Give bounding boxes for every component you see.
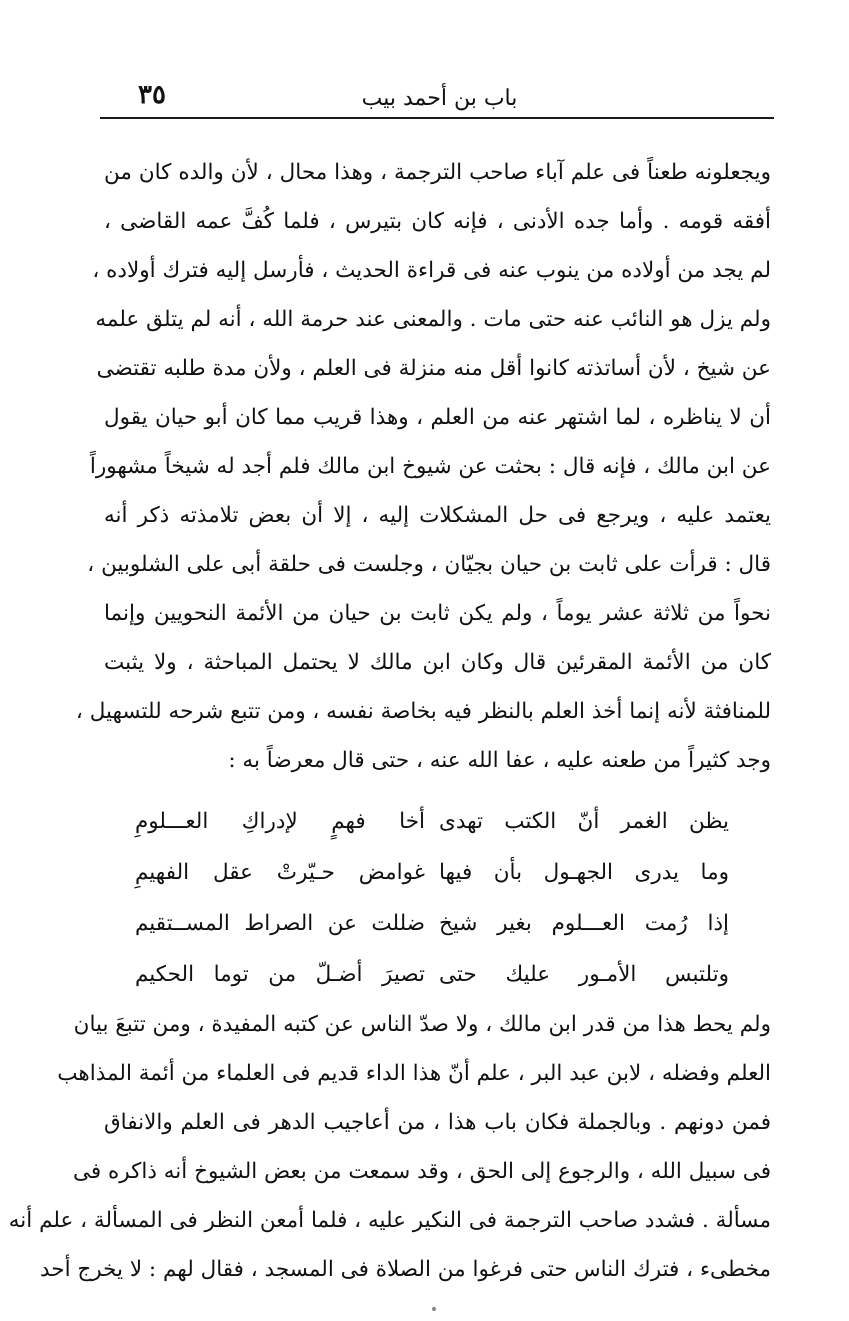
text-line: عن ابن مالك ، فإنه قال : بحثت عن شيوخ ابن مالك فلم أجد له شيخاً مشهوراً xyxy=(89,454,771,479)
text-line: للمنافثة لأنه إنما أخذ العلم بالنظر فيه بخاصة نفسه ، ومن تتبع شرحه للتسهيل ، xyxy=(75,699,771,724)
text-line: لم يجد من أولاده من ينوب عنه فى قراءة الحديث ، فأرسل إليه فترك أولاده ، xyxy=(92,258,771,283)
text-line: أن لا يناظره ، لما اشتهر عنه من العلم ، وهذا قريب مما كان أبو حيان يقول xyxy=(104,405,771,430)
running-title: باب بن أحمد بيب xyxy=(361,86,518,111)
verse-line xyxy=(135,796,729,847)
poem-verses xyxy=(135,796,729,1000)
verse-line xyxy=(135,949,729,1000)
text-line: مسألة . فشدد صاحب الترجمة فى النكير عليه ، فلما أمعن النظر فى المسألة ، علم أنه xyxy=(8,1208,771,1233)
text-line: عن شيخ ، لأن أساتذته كانوا أقل منه منزلة فى العلم ، ولأن مدة طلبه تقتضى xyxy=(96,356,771,381)
verse-line xyxy=(135,898,729,949)
text-line: ولم يزل هو النائب عنه حتى مات . والمعنى عند حرمة الله ، أنه لم يتلق علمه xyxy=(95,307,771,332)
page-dot-mark xyxy=(432,1307,436,1311)
text-line: يعتمد عليه ، ويرجع فى حل المشكلات إليه ، إلا أن بعض تلامذته ذكر أنه xyxy=(104,503,771,528)
verse-first-hemistich: وتلتبس الأمـور عليك حتى xyxy=(439,962,729,987)
text-line: فى سبيل الله ، والرجوع إلى الحق ، وقد سمعت من بعض الشيوخ أنه ذاكره فى xyxy=(72,1159,771,1184)
paragraph-1 xyxy=(75,148,771,785)
text-line: فمن دونهم . وبالجملة فكان باب هذا ، من أعاجيب الدهر فى العلم والانفاق xyxy=(104,1110,771,1135)
verse-first-hemistich: يظن الغمر أنّ الكتب تهدى xyxy=(439,809,729,834)
header-rule xyxy=(100,117,774,119)
text-line: نحواً من ثلاثة عشر يوماً ، ولم يكن ثابت بن حيان من الأئمة النحويين وإنما xyxy=(104,601,771,626)
page-header xyxy=(108,80,771,114)
text-line: العلم وفضله ، لابن عبد البر ، علم أنّ هذا الداء قديم فى العلماء من أئمة المذاهب xyxy=(57,1061,771,1086)
text-line: أفقه قومه . وأما جده الأدنى ، فإنه كان بتيرس ، فلما كُفَّ عمه القاضى ، xyxy=(104,209,771,234)
text-line: كان من الأئمة المقرئين قال وكان ابن مالك لا يحتمل المباحثة ، ولا يثبت xyxy=(104,650,771,675)
verse-second-hemistich: غوامض حـيّرتْ عقل الفهيمِ xyxy=(135,860,425,885)
paragraph-2 xyxy=(8,1000,771,1294)
text-line: وجد كثيراً من طعنه عليه ، عفا الله عنه ، حتى قال معرضاً به : xyxy=(228,748,771,773)
verse-second-hemistich: تصيرَ أضـلّ من توما الحكيم xyxy=(135,962,425,987)
verse-second-hemistich: ضللت عن الصراط المســتقيم xyxy=(135,911,425,936)
verse-second-hemistich: أخا فهمٍ لإدراكِ العـــلومِ xyxy=(135,809,425,834)
verse-first-hemistich: وما يدرى الجهـول بأن فيها xyxy=(439,860,729,885)
page-number: ٣٥ xyxy=(138,80,166,110)
text-line: قال : قرأت على ثابت بن حيان بجيّان ، وجلست فى حلقة أبى على الشلوبين ، xyxy=(87,552,771,577)
text-line: مخطىء ، فترك الناس حتى فرغوا من الصلاة فى المسجد ، فقال لهم : لا يخرج أحد xyxy=(40,1257,771,1282)
text-line: ويجعلونه طعناً فى علم آباء صاحب الترجمة ، وهذا محال ، لأن والده كان من xyxy=(104,160,771,185)
verse-first-hemistich: إذا رُمت العـــلوم بغير شيخ xyxy=(439,911,729,936)
verse-line xyxy=(135,847,729,898)
text-line: ولم يحط هذا من قدر ابن مالك ، ولا صدّ الناس عن كتبه المفيدة ، ومن تتبعَ بيان xyxy=(73,1012,771,1037)
